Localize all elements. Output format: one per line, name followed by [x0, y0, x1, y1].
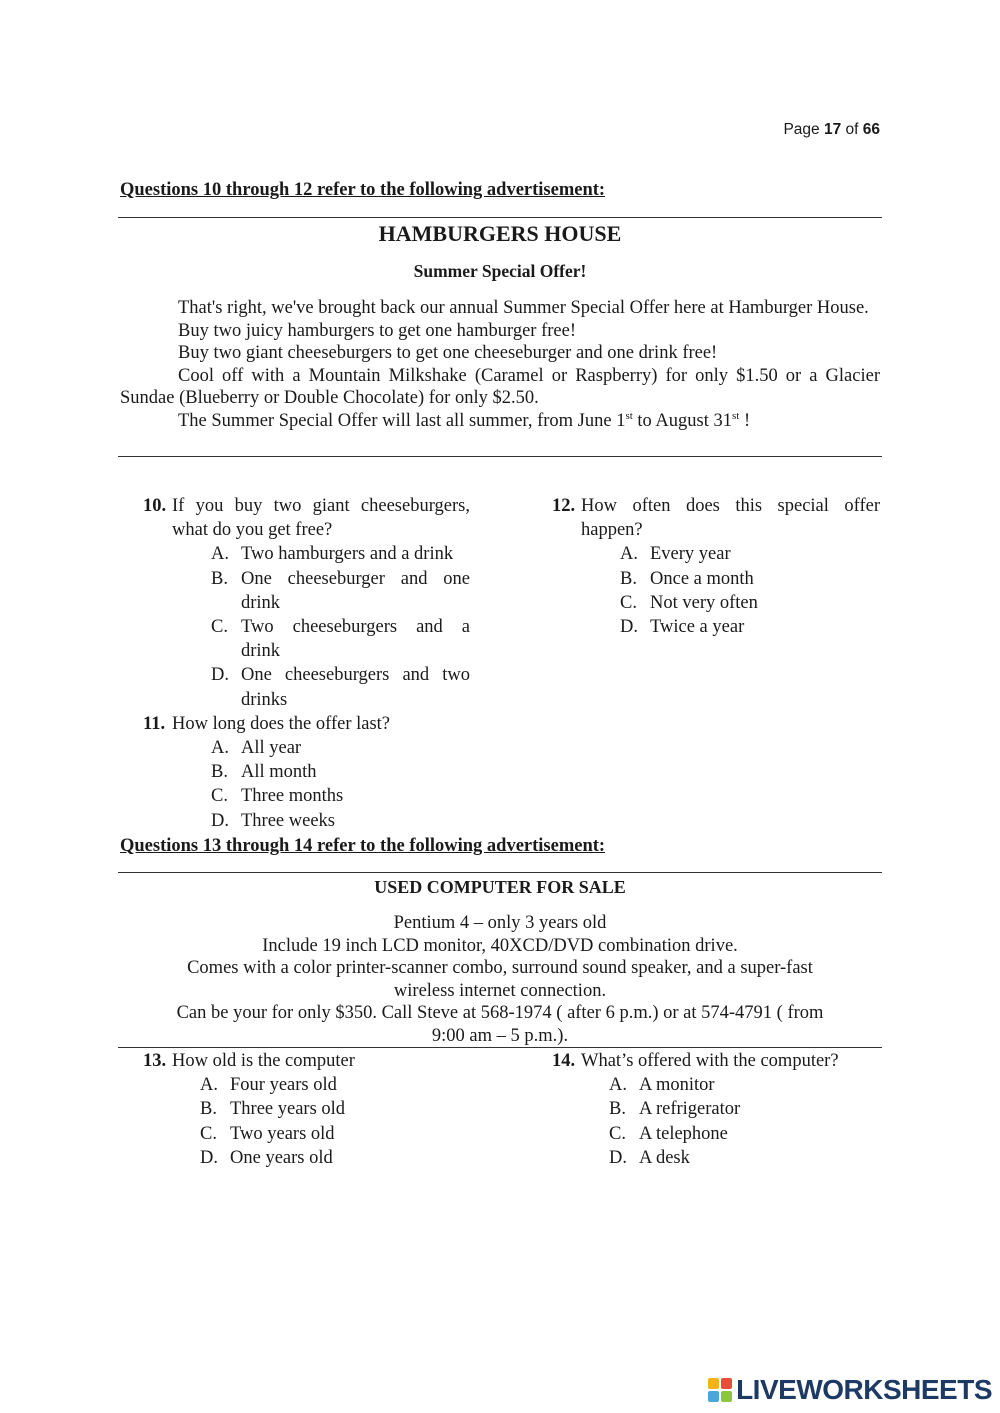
- option-d[interactable]: D. A desk: [609, 1147, 690, 1168]
- options-12: [552, 542, 880, 639]
- option-d[interactable]: D. Twice a year: [620, 617, 745, 638]
- option-b[interactable]: B. Three years old: [200, 1099, 346, 1120]
- options-14: [552, 1073, 882, 1170]
- question-14: [552, 1049, 882, 1170]
- ad-title: HAMBURGERS HOUSE: [378, 221, 622, 246]
- logo-tile: [721, 1391, 732, 1402]
- ad-line: Include 19 inch LCD monitor, 40XCD/DVD combination drive.: [262, 935, 738, 956]
- question-block-right: [552, 494, 880, 639]
- option-d[interactable]: D. One cheeseburgers and two drinks: [211, 665, 470, 710]
- ad-paragraph: The Summer Special Offer will last all summer, from June 1st to August 31st !: [178, 409, 751, 431]
- options-11: [143, 736, 470, 833]
- question-number: 11.: [143, 713, 166, 734]
- option-a[interactable]: A. Two hamburgers and a drink: [211, 544, 454, 565]
- question-number: 10.: [143, 496, 167, 516]
- ad-paragraph: Buy two giant cheeseburgers to get one cheeseburger and one drink free!: [178, 343, 718, 363]
- ad-line: 9:00 am – 5 p.m.).: [431, 1025, 569, 1046]
- option-a[interactable]: A. All year: [211, 738, 302, 759]
- options-10: [143, 542, 470, 711]
- option-a[interactable]: A. Four years old: [200, 1075, 337, 1096]
- ad-line: Pentium 4 – only 3 years old: [393, 913, 607, 933]
- logo-tile: [708, 1378, 719, 1389]
- ad-paragraph: Cool off with a Mountain Milkshake (Caramel or Raspberry) for only $1.50 or a Glacier Sundae (Blueberry or Double Chocolate) for only $2.50.: [120, 365, 880, 408]
- section-heading-1: Questions 10 through 12 refer to the following advertisement:: [120, 180, 606, 200]
- ad-subtitle: Summer Special Offer!: [413, 261, 587, 281]
- logo-wordmark: LIVEWORKSHEETS: [736, 1374, 992, 1405]
- question-text: How old is the computer: [172, 1051, 355, 1071]
- option-b[interactable]: B. One cheeseburger and one drink: [211, 568, 470, 613]
- ad-body: [118, 912, 882, 1047]
- divider: [118, 456, 882, 457]
- option-c[interactable]: C. A telephone: [609, 1123, 728, 1144]
- option-b[interactable]: B. Once a month: [620, 568, 754, 589]
- question-10: [143, 494, 470, 542]
- question-text: How often does this special offer happen?: [581, 496, 880, 541]
- question-text: What’s offered with the computer?: [581, 1051, 839, 1071]
- option-c[interactable]: C. Not very often: [620, 592, 758, 613]
- option-b[interactable]: B. All month: [211, 762, 317, 783]
- ad-line: wireless internet connection.: [393, 980, 607, 1001]
- option-c[interactable]: C. Three months: [211, 786, 344, 807]
- question-12: [552, 494, 880, 542]
- option-c[interactable]: C. Two cheeseburgers and a drink: [211, 617, 470, 662]
- liveworksheets-logo[interactable]: [707, 1373, 992, 1407]
- divider: [118, 1047, 882, 1048]
- question-block-left: [143, 494, 470, 833]
- option-a[interactable]: A. Every year: [620, 544, 731, 565]
- option-a[interactable]: A. A monitor: [609, 1075, 715, 1096]
- section-heading-2: Questions 13 through 14 refer to the following advertisement:: [120, 836, 606, 856]
- option-c[interactable]: C. Two years old: [200, 1123, 335, 1144]
- question-row: [143, 1049, 483, 1073]
- question-row: [552, 1049, 882, 1073]
- options-13: [143, 1073, 483, 1170]
- question-text: If you buy two giant cheeseburgers, what do you get free?: [172, 496, 470, 541]
- divider: [118, 217, 882, 218]
- page-number: Page 17 of 66: [783, 121, 880, 138]
- option-d[interactable]: D. Three weeks: [211, 810, 335, 831]
- question-11: [143, 712, 470, 736]
- question-number: 14.: [552, 1051, 576, 1071]
- ad-paragraph: Buy two juicy hamburgers to get one hamburger free!: [178, 320, 576, 341]
- question-number: 12.: [552, 496, 576, 516]
- question-number: 13.: [143, 1051, 167, 1071]
- liveworksheets-logo-icon: [707, 1375, 733, 1405]
- ad-paragraph: That's right, we've brought back our annual Summer Special Offer here at Hamburger House.: [178, 298, 869, 318]
- option-d[interactable]: D. One years old: [200, 1147, 333, 1168]
- ad-body: [120, 297, 880, 432]
- ad-title: USED COMPUTER FOR SALE: [374, 877, 626, 897]
- ad-line: Comes with a color printer-scanner combo, surround sound speaker, and a super-fast: [187, 958, 813, 978]
- divider: [118, 872, 882, 873]
- ad-line: Can be your for only $350. Call Steve at 568-1974 ( after 6 p.m.) or at 574-4791 ( from: [176, 1003, 824, 1023]
- question-13: [143, 1049, 483, 1170]
- logo-tile: [721, 1378, 732, 1389]
- logo-tile: [708, 1391, 719, 1402]
- option-b[interactable]: B. A refrigerator: [609, 1099, 741, 1120]
- question-text: How long does the offer last?: [172, 713, 391, 734]
